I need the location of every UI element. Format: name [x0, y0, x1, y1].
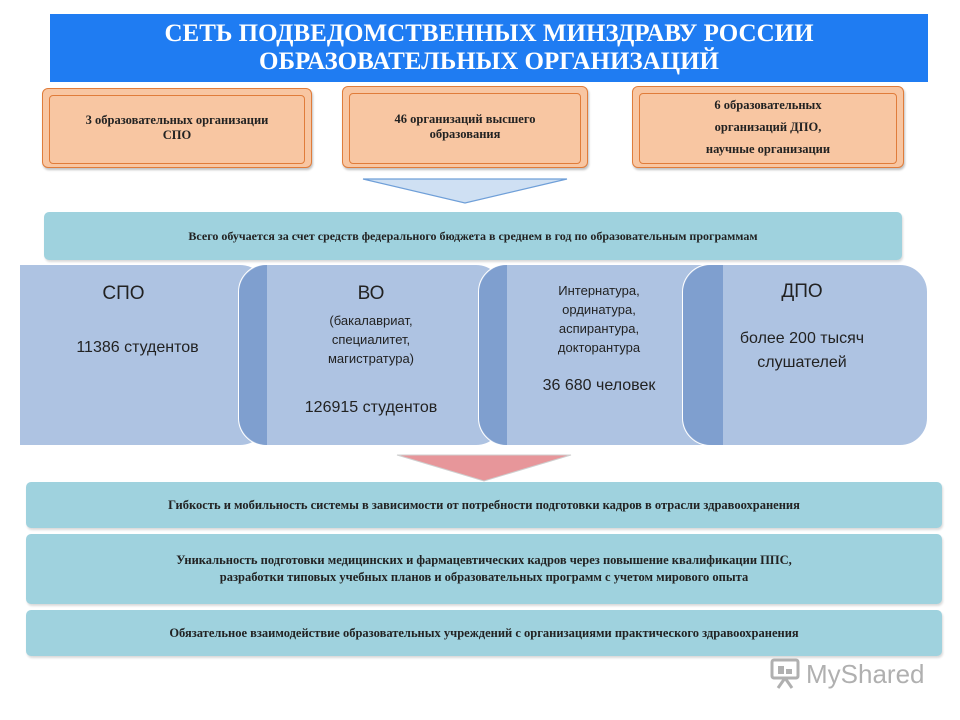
benefit-text: Обязательное взаимодействие образовательных учреждений с организациями практического здравоохранения	[169, 625, 799, 640]
org-dpo-line-3: научные организации	[705, 142, 831, 156]
org-vo-line-1: 46 организаций высшего	[394, 112, 536, 126]
benefit-bar-interaction	[26, 610, 942, 656]
presentation-icon	[768, 658, 802, 690]
program-bubble-dpo	[682, 264, 928, 446]
benefit-bar-uniqueness	[26, 534, 942, 604]
program-dpo-name: ДПО	[781, 281, 823, 302]
program-dpo-count	[677, 327, 927, 375]
org-dpo-line-2: организаций ДПО,	[714, 120, 822, 134]
program-bubble-spo	[20, 264, 268, 446]
org-box-vo	[342, 86, 588, 168]
title-line-1: СЕТЬ ПОДВЕДОМСТВЕННЫХ МИНЗДРАВУ РОССИИ	[164, 20, 814, 47]
program-dpo-count-line: более 200 тысяч	[739, 330, 865, 347]
benefit-text: Уникальность подготовки медицинских и фармацевтических кадров через повышение квалификации ППС,	[176, 553, 792, 567]
org-box-dpo	[632, 86, 904, 168]
program-bubble-vo	[238, 264, 504, 446]
watermark-logo	[768, 658, 925, 690]
program-vo-detail: (бакалавриат,	[329, 313, 413, 328]
org-box-spo	[42, 88, 312, 168]
program-vo-detail: магистратура)	[327, 351, 415, 366]
total-students-bar	[44, 212, 902, 260]
down-arrow-red	[396, 454, 572, 482]
program-vo-name: ВО	[357, 283, 385, 304]
org-spo-line-1: 3 образовательных организации	[85, 113, 269, 127]
program-postgrad-detail: аспирантура,	[558, 321, 640, 336]
title-line-2: ОБРАЗОВАТЕЛЬНЫХ ОРГАНИЗАЦИЙ	[259, 48, 719, 75]
program-vo-detail: специалитет,	[331, 332, 411, 347]
org-vo-line-2: образования	[429, 127, 501, 141]
org-spo-line-2: СПО	[162, 128, 192, 142]
program-spo-count: 11386 студентов	[76, 339, 199, 356]
benefit-text: Гибкость и мобильность системы в зависимости от потребности подготовки кадров в отрасли здравоохранения	[168, 497, 800, 512]
benefit-bar-flexibility	[26, 482, 942, 528]
benefit-text: разработки типовых учебных планов и образовательных программ с учетом мирового опыта	[219, 570, 749, 584]
program-vo-count: 126915 студентов	[304, 399, 438, 416]
program-vo-details	[239, 311, 503, 368]
org-dpo-line-1: 6 образовательных	[714, 98, 822, 112]
program-postgrad-detail: ординатура,	[562, 302, 636, 317]
watermark-text: MyShared	[806, 658, 925, 689]
page-title	[50, 14, 928, 82]
total-students-label: Всего обучается за счет средств федерального бюджета в среднем в год по образовательным программам	[188, 228, 758, 243]
program-postgrad-detail: докторантура	[557, 340, 641, 355]
program-dpo-count-line: слушателей	[757, 354, 847, 371]
program-spo-name: СПО	[102, 283, 145, 304]
program-postgrad-detail: Интернатура,	[558, 283, 640, 298]
program-postgrad-count: 36 680 человек	[542, 377, 656, 394]
down-arrow-blue	[362, 178, 568, 204]
